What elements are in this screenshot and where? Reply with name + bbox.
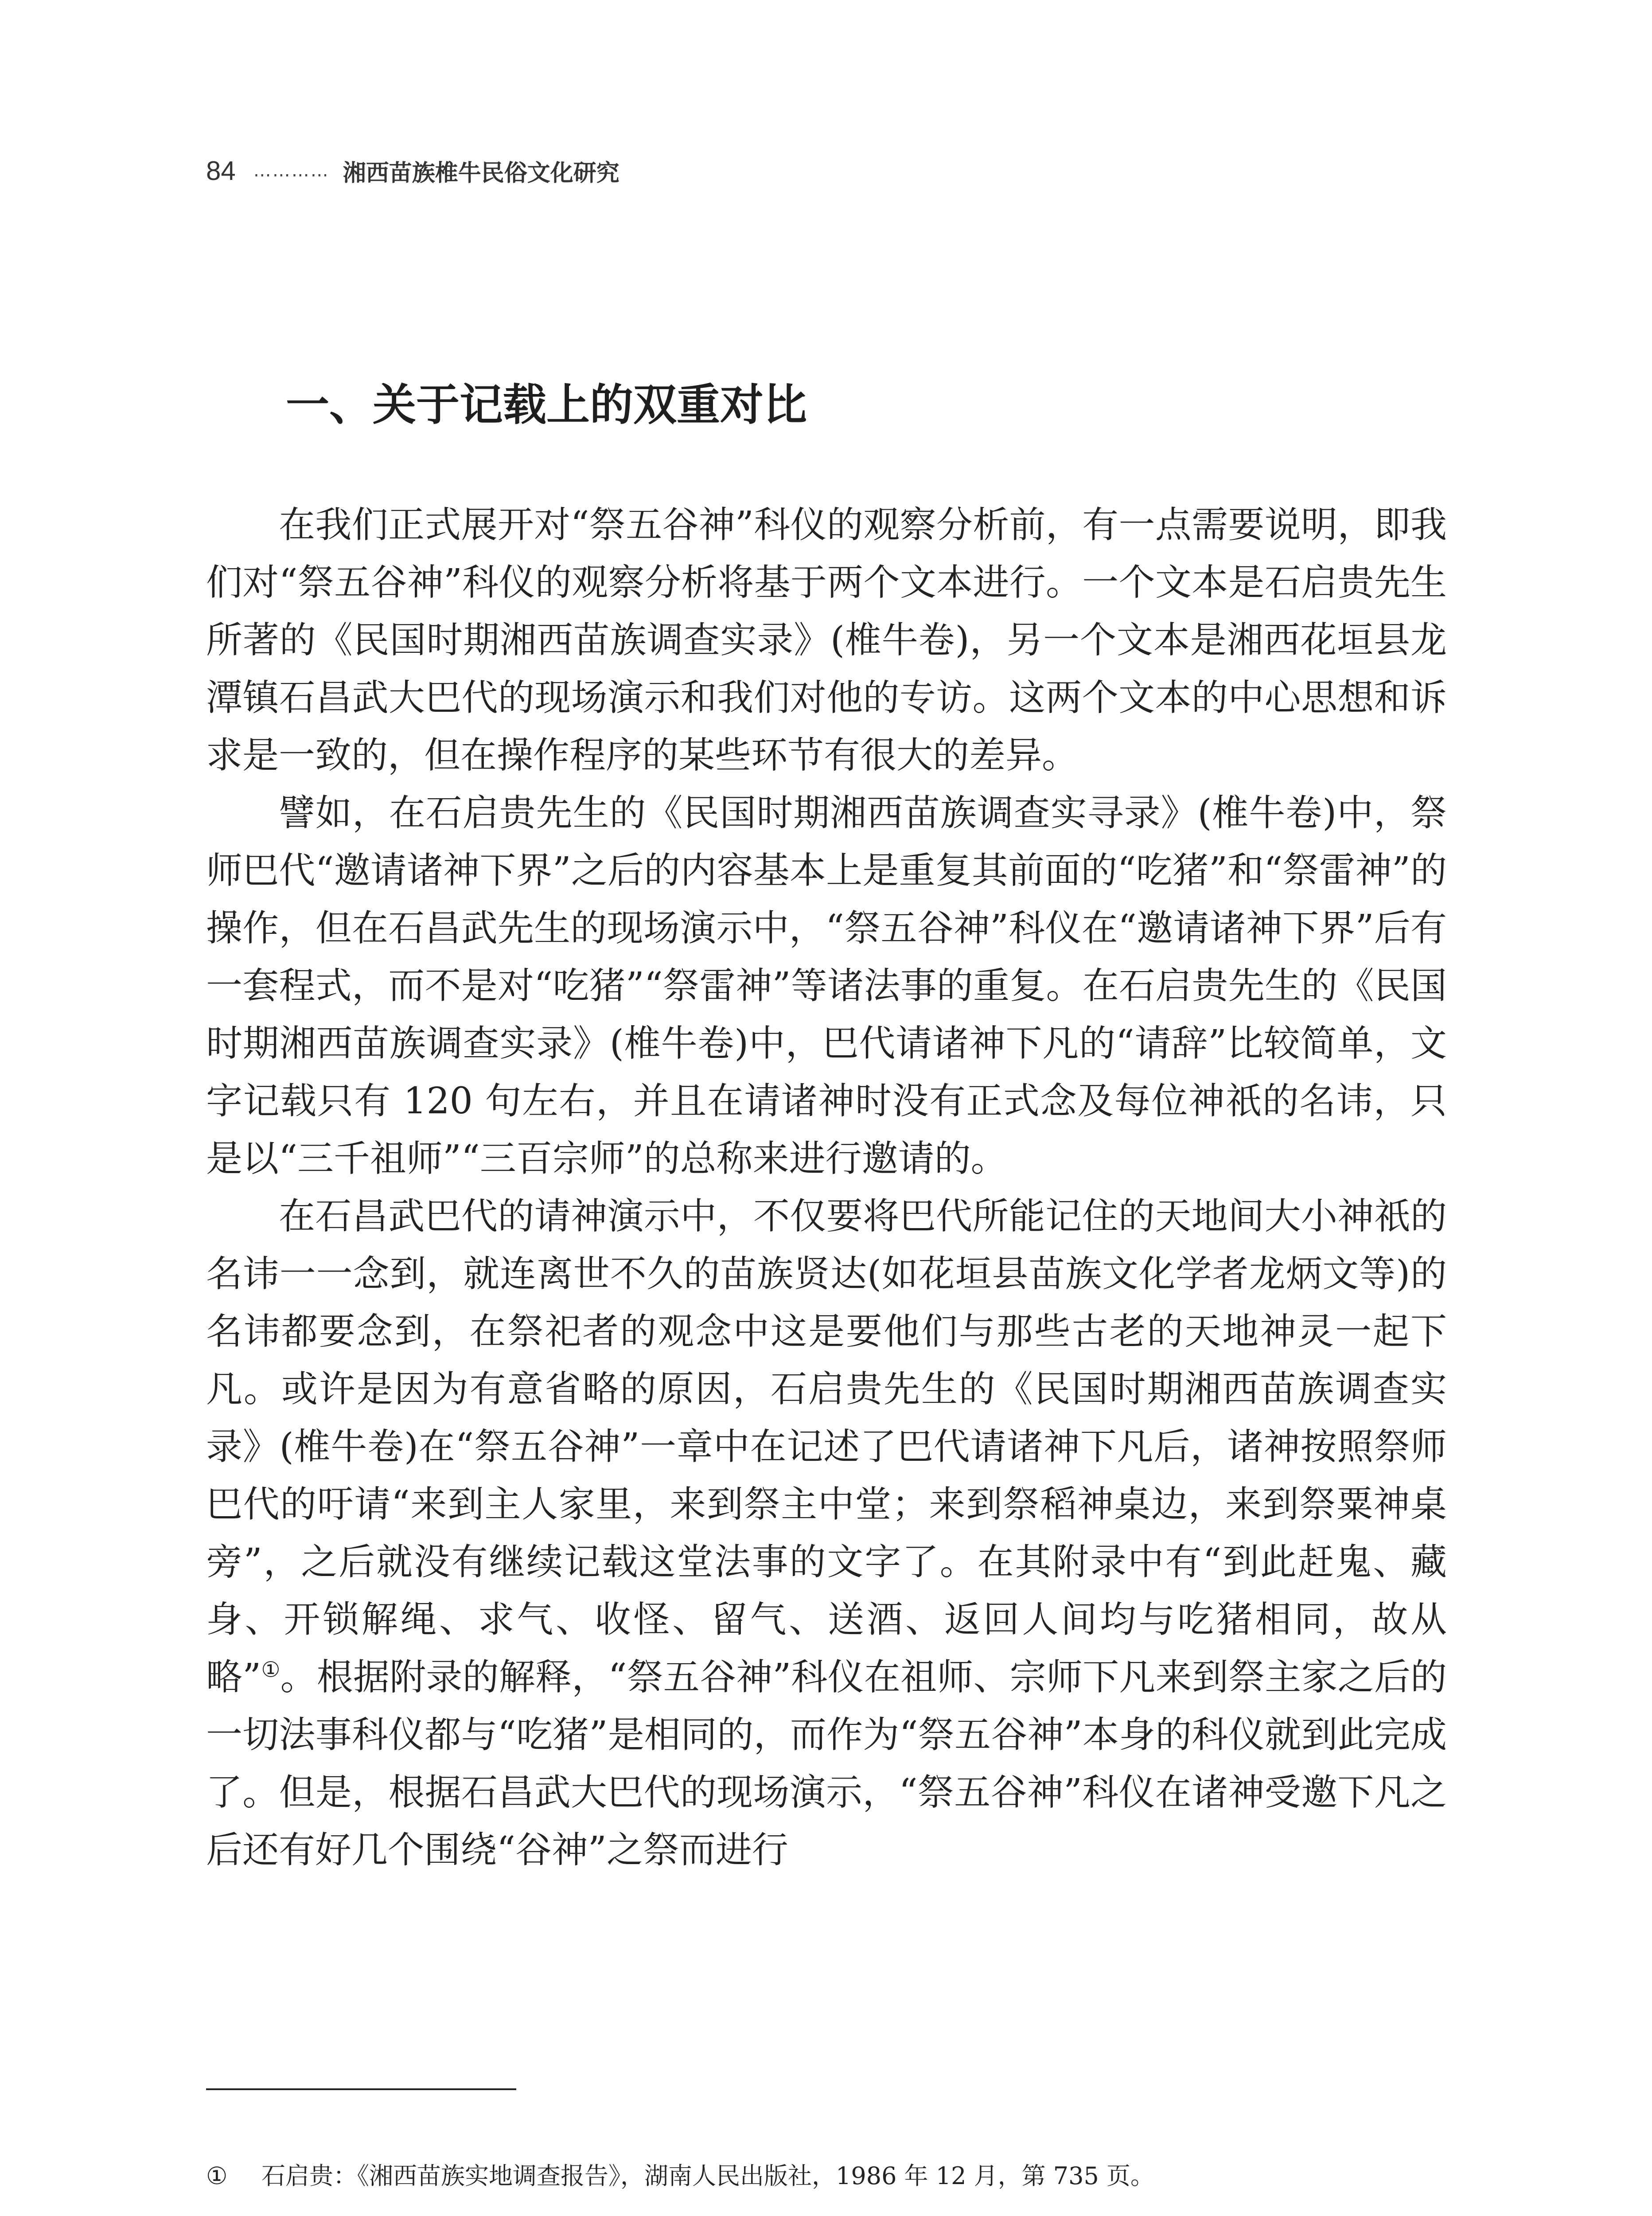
footnote: [206, 2158, 1447, 2194]
paragraph-3: [206, 1188, 1447, 1879]
section-heading: 一、关于记载上的双重对比: [286, 380, 807, 430]
body-text: [206, 496, 1447, 1879]
paragraph-3-continuation: 。根据附录的解释，“祭五谷神”科仪在祖师、宗师下凡来到祭主家之后的一切法事科仪都与“吃猪”是相同的，而作为“祭五谷神”本身的科仪就到此完成了。但是，根据石昌武大巴代的现场演示，“祭五谷神”科仪在诸神受邀下凡之后还有好几个围绕“谷神”之祭而进行: [206, 1656, 1447, 1871]
running-header: [206, 153, 620, 188]
footnote-text: 石启贵：《湘西苗族实地调查报告》，湖南人民出版社，1986 年 12 月，第 735 页。: [261, 2162, 1155, 2190]
paragraph-3-text: 在石昌武巴代的请神演示中，不仅要将巴代所能记住的天地间大小神祇的名讳一一念到，就连离世不久的苗族贤达(如花垣县苗族文化学者龙炳文等)的名讳都要念到，在祭祀者的观念中这是要他们与那些古老的天地神灵一起下凡。或许是因为有意省略的原因，石启贵先生的《民国时期湘西苗族调查实录》(椎牛卷)在“祭五谷神”一章中在记述了巴代请诸神下凡后，诸神按照祭师巴代的吁请“来到主人家里，来到祭主中堂；来到祭稻神桌边，来到祭粟神桌旁”，之后就没有继续记载这堂法事的文字了。在其附录中有“到此赶鬼、藏身、开锁解绳、求气、收怪、留气、送酒、返回人间均与吃猪相同，故从略”: [206, 1195, 1447, 1698]
leader-dots: …………: [253, 160, 330, 181]
page-number: 84: [206, 156, 236, 186]
book-title: 湘西苗族椎牛民俗文化研究: [343, 160, 620, 187]
footnote-reference[interactable]: ①: [261, 1657, 281, 1682]
paragraph-1: 在我们正式展开对“祭五谷神”科仪的观察分析前，有一点需要说明，即我们对“祭五谷神”科仪的观察分析将基于两个文本进行。一个文本是石启贵先生所著的《民国时期湘西苗族调查实录》(椎牛卷)，另一个文本是湘西花垣县龙潭镇石昌武大巴代的现场演示和我们对他的专访。这两个文本的中心思想和诉求是一致的，但在操作程序的某些环节有很大的差异。: [206, 504, 1447, 776]
paragraph-2: 譬如，在石启贵先生的《民国时期湘西苗族调查实寻录》(椎牛卷)中，祭师巴代“邀请诸神下界”之后的内容基本上是重复其前面的“吃猪”和“祭雷神”的操作，但在石昌武先生的现场演示中，“祭五谷神”科仪在“邀请诸神下界”后有一套程式，而不是对“吃猪”“祭雷神”等诸法事的重复。在石启贵先生的《民国时期湘西苗族调查实录》(椎牛卷)中，巴代请诸神下凡的“请辞”比较简单，文字记载只有 120 句左右，并且在请诸神时没有正式念及每位神祇的名讳，只是以“三千祖师”“三百宗师”的总称来进行邀请的。: [206, 792, 1447, 1180]
footnote-divider: [206, 2088, 516, 2090]
footnote-marker: ①: [206, 2162, 228, 2190]
